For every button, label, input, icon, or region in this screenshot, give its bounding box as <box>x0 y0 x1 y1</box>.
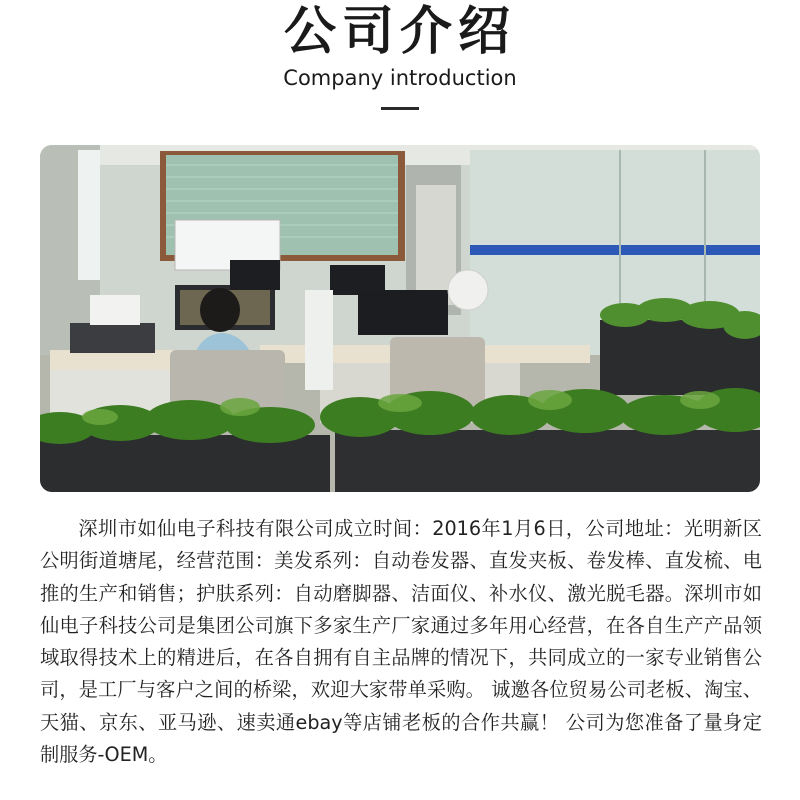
page-title: 公司介绍 <box>283 2 516 62</box>
company-description: 深圳市如仙电子科技有限公司成立时间：2016年1月6日，公司地址：光明新区公明街道塘尾，经营范围：美发系列：自动卷发器、直发夹板、卷发棒、直发梳、电推的生产和销售；护肤系列：自动磨脚器、洁面仪、补水仪、激光脱毛器。深圳市如仙电子科技公司是集团公司旗下多家生产厂家通过多年用心经营，在各自生产产品领域取得技术上的精进后，在各自拥有自主品牌的情况下，共同成立的一家专业销售公司，是工厂与客户之间的桥梁，欢迎大家带单采购。 诚邀各位贸易公司老板、淘宝、天猫、京东、亚马逊、速卖通ebay等店铺老板的合作共赢！ 公司为您准备了量身定制服务-OEM。 <box>40 517 762 767</box>
page-subtitle: Company introduction <box>283 66 517 90</box>
office-photo <box>40 145 760 492</box>
title-divider <box>381 107 419 110</box>
